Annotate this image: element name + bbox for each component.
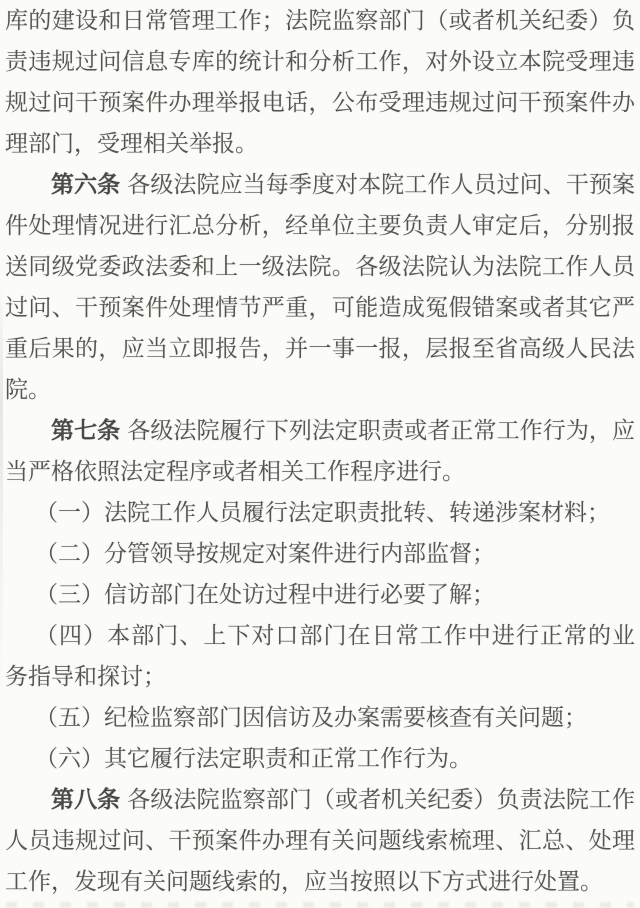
document-line: 库的建设和日常管理工作；法院监察部门（或者机关纪委）负 xyxy=(5,8,635,33)
document-line: 人员违规过问、干预案件办理有关问题线索梳理、汇总、处理 xyxy=(5,828,635,853)
document-line: 件处理情况进行汇总分析，经单位主要负责人审定后，分别报 xyxy=(5,213,635,238)
document-line: 第八条 各级法院监察部门（或者机关纪委）负责法院工作 xyxy=(51,787,635,812)
document-line: 过问、干预案件处理情节严重，可能造成冤假错案或者其它严 xyxy=(5,295,635,320)
document-line: 第七条 各级法院履行下列法定职责或者正常工作行为，应 xyxy=(51,418,635,443)
document-line: 院。 xyxy=(5,377,51,402)
document-line: （五）纪检监察部门因信访及办案需要核查有关问题； xyxy=(35,705,587,730)
scan-edge-artifact xyxy=(0,280,3,700)
document-line: 工作，发现有关问题线索的，应当按照以下方式进行处置。 xyxy=(5,869,603,894)
document-line: （一）法院工作人员履行法定职责批转、转递涉案材料； xyxy=(35,500,610,525)
document-line: 第六条 各级法院应当每季度对本院工作人员过问、干预案 xyxy=(51,172,635,197)
article-number: 第六条 xyxy=(51,172,121,197)
document-line: （四）本部门、上下对口部门在日常工作中进行正常的业 xyxy=(35,623,635,648)
document-line: 重后果的，应当立即报告，并一事一报，层报至省高级人民法 xyxy=(5,336,635,361)
next-line-top-fragment xyxy=(6,902,634,908)
document-line: （六）其它履行法定职责和正常工作行为。 xyxy=(35,746,472,771)
article-number: 第七条 xyxy=(51,418,121,443)
document-line: 送同级党委政法委和上一级法院。各级法院认为法院工作人员 xyxy=(5,254,635,279)
document-line: （二）分管领导按规定对案件进行内部监督； xyxy=(35,541,495,566)
document-line: 责违规过问信息专库的统计和分析工作，对外设立本院受理违 xyxy=(5,49,635,74)
document-line: 务指导和探讨； xyxy=(5,664,166,689)
article-number: 第八条 xyxy=(51,787,121,812)
document-line: 理部门，受理相关举报。 xyxy=(5,131,258,156)
document-line: 当严格依照法定程序或者相关工作程序进行。 xyxy=(5,459,465,484)
document-line: 规过问干预案件办理举报电话，公布受理违规过问干预案件办 xyxy=(5,90,635,115)
document-line: （三）信访部门在处访过程中进行必要了解； xyxy=(35,582,495,607)
